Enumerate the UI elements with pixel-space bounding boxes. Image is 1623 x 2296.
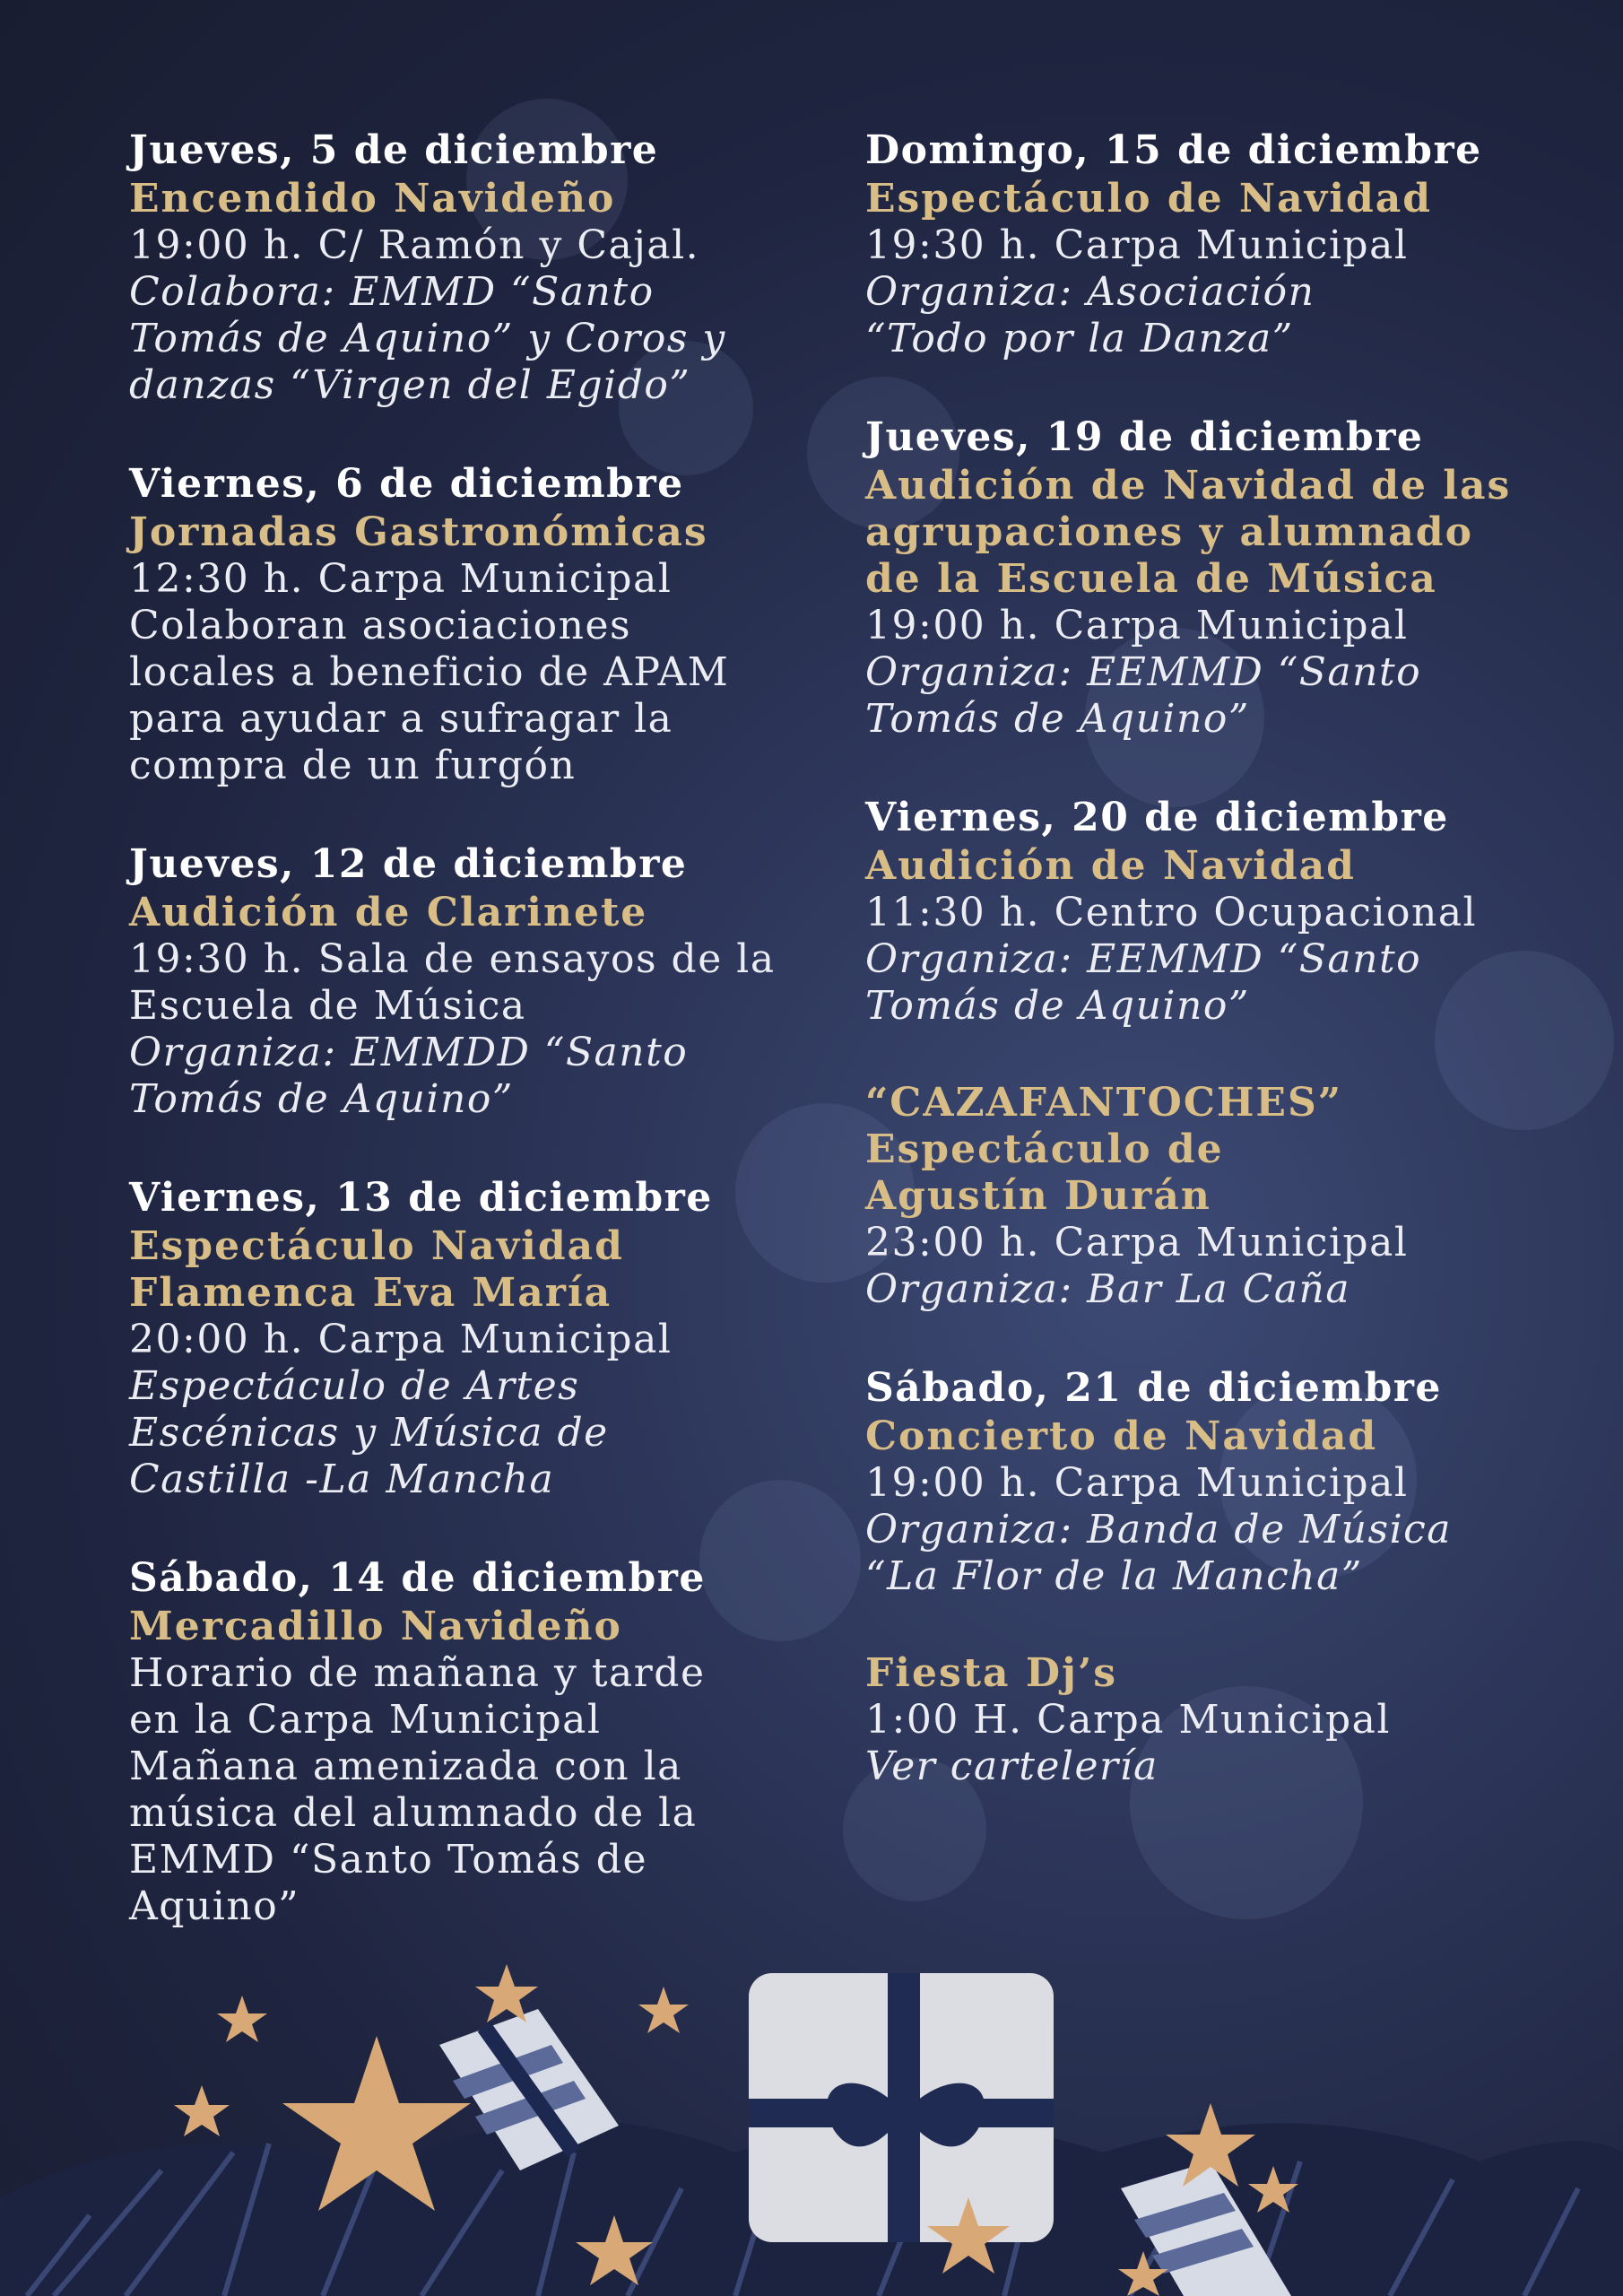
event-note [865,1266,1547,1313]
event-detail-line: Escuela de Música [129,983,526,1029]
event-detail-line: 19:00 h. Carpa Municipal [865,603,1409,648]
event-title-line: Audición de Navidad [865,843,1356,889]
event-title-line: Espectáculo Navidad [129,1223,624,1269]
event-title [865,843,1547,890]
event-date: Sábado, 21 de diciembre [865,1365,1442,1411]
event-item [865,126,1547,362]
event-detail [865,603,1547,649]
event-detail-line: música del alumnado de la [129,1790,698,1836]
event-title [865,176,1547,222]
event-detail-line: 12:30 h. Carpa Municipal [129,556,673,602]
event-note [865,1744,1547,1790]
event-detail [865,222,1547,269]
event-date: Jueves, 12 de diciembre [129,841,688,887]
event-note-line: “Todo por la Danza” [865,316,1294,361]
event-title [865,1413,1547,1460]
event-note-line: Organiza: EEMMD “Santo [865,649,1422,695]
event-title-line: Concierto de Navidad [865,1413,1378,1459]
event-title [865,1650,1547,1697]
event-detail-line: 20:00 h. Carpa Municipal [129,1317,673,1362]
event-detail-line: EMMD “Santo Tomás de [129,1837,648,1883]
event-item [865,793,1547,1030]
event-title [865,1080,1547,1220]
event-note-line: Castilla -La Mancha [129,1457,555,1502]
event-note-line: Organiza: Asociación [865,269,1315,315]
event-date: Jueves, 5 de diciembre [129,127,659,173]
event-item [129,126,811,409]
event-title-line: Agustín Durán [865,1173,1211,1219]
event-detail-line: Colaboran asociaciones [129,603,632,648]
event-note [865,1507,1547,1600]
event-detail [129,936,811,1030]
event-detail-line: locales a beneficio de APAM [129,649,730,695]
event-title-line: Audición de Navidad de las [865,463,1512,509]
event-date: Viernes, 13 de diciembre [129,1175,713,1221]
event-item [865,1363,1547,1600]
event-title-line: Flamenca Eva María [129,1270,612,1316]
event-note-line: Ver cartelería [865,1744,1159,1789]
event-note-line: Colabora: EMMD “Santo [129,269,655,315]
event-title-line: Audición de Clarinete [129,890,648,935]
program-column-right [865,126,1547,1840]
event-detail [865,1220,1547,1266]
event-title-line: “CAZAFANTOCHES” [865,1080,1343,1126]
event-title-line: de la Escuela de Música [865,556,1437,602]
event-title-line: Espectáculo de Navidad [865,176,1432,222]
event-detail-line: 1:00 H. Carpa Municipal [865,1697,1391,1743]
event-title-line: Encendido Navideño [129,176,616,222]
event-detail [865,1697,1547,1744]
event-title-line: Espectáculo de [865,1126,1224,1172]
event-detail-line: 19:30 h. Sala de ensayos de la [129,936,776,982]
event-item [129,839,811,1123]
event-title [129,509,811,556]
event-note-line: Organiza: EEMMD “Santo [865,936,1422,982]
event-note-line: Tomás de Aquino” [865,696,1250,742]
event-detail-line: Mañana amenizada con la [129,1744,682,1789]
event-title [129,890,811,936]
event-note-line: Organiza: Bar La Caña [865,1266,1351,1312]
event-note [865,269,1547,362]
event-item [865,1650,1547,1790]
event-title-line: agrupaciones y alumnado [865,509,1473,555]
event-detail [865,890,1547,936]
event-note-line: Organiza: EMMDD “Santo [129,1030,689,1075]
event-detail-line: 19:00 h. Carpa Municipal [865,1460,1409,1506]
christmas-decoration [0,1946,1623,2296]
event-note-line: Espectáculo de Artes [129,1363,580,1409]
event-note-line: danzas “Virgen del Egido” [129,362,691,408]
event-date: Jueves, 19 de diciembre [865,414,1424,460]
event-detail [865,1460,1547,1507]
event-date: Domingo, 15 de diciembre [865,127,1482,173]
event-note-line: Escénicas y Música de [129,1410,609,1456]
event-note [129,269,811,409]
event-detail-line: 19:00 h. C/ Ramón y Cajal. [129,222,700,268]
event-detail [129,1317,811,1363]
event-item [129,459,811,789]
event-detail-line: compra de un furgón [129,743,577,788]
event-title [129,1223,811,1317]
event-detail-line: en la Carpa Municipal [129,1697,602,1743]
event-title-line: Mercadillo Navideño [129,1604,622,1649]
event-title-line: Jornadas Gastronómicas [129,509,708,555]
event-item [865,413,1547,743]
event-note-line: “La Flor de la Mancha” [865,1553,1363,1599]
event-detail-line: 11:30 h. Centro Ocupacional [865,890,1478,935]
event-note [865,936,1547,1030]
event-title-line: Fiesta Dj’s [865,1650,1118,1696]
event-date: Sábado, 14 de diciembre [129,1555,706,1601]
event-detail-line: para ayudar a sufragar la [129,696,673,742]
event-title [129,1604,811,1650]
event-detail [129,222,811,269]
event-detail [129,556,811,789]
event-note [865,649,1547,743]
program-column-left [129,126,811,1980]
event-note-line: Organiza: Banda de Música [865,1507,1453,1552]
gift-box-white-icon [749,1973,1054,2242]
event-detail-line: 19:30 h. Carpa Municipal [865,222,1409,268]
event-date: Viernes, 6 de diciembre [129,461,684,507]
event-note-line: Tomás de Aquino” [865,983,1250,1029]
event-note [129,1030,811,1123]
event-title [129,176,811,222]
event-detail-line: 23:00 h. Carpa Municipal [865,1220,1409,1265]
event-date: Viernes, 20 de diciembre [865,795,1449,840]
event-note [129,1363,811,1503]
event-item [129,1553,811,1930]
event-item [129,1173,811,1503]
event-detail-line: Aquino” [129,1883,300,1929]
event-title [865,463,1547,603]
event-detail-line: Horario de mañana y tarde [129,1650,706,1696]
event-item [865,1080,1547,1313]
event-note-line: Tomás de Aquino” y Coros y [129,316,726,361]
event-note-line: Tomás de Aquino” [129,1076,514,1122]
event-detail [129,1650,811,1930]
